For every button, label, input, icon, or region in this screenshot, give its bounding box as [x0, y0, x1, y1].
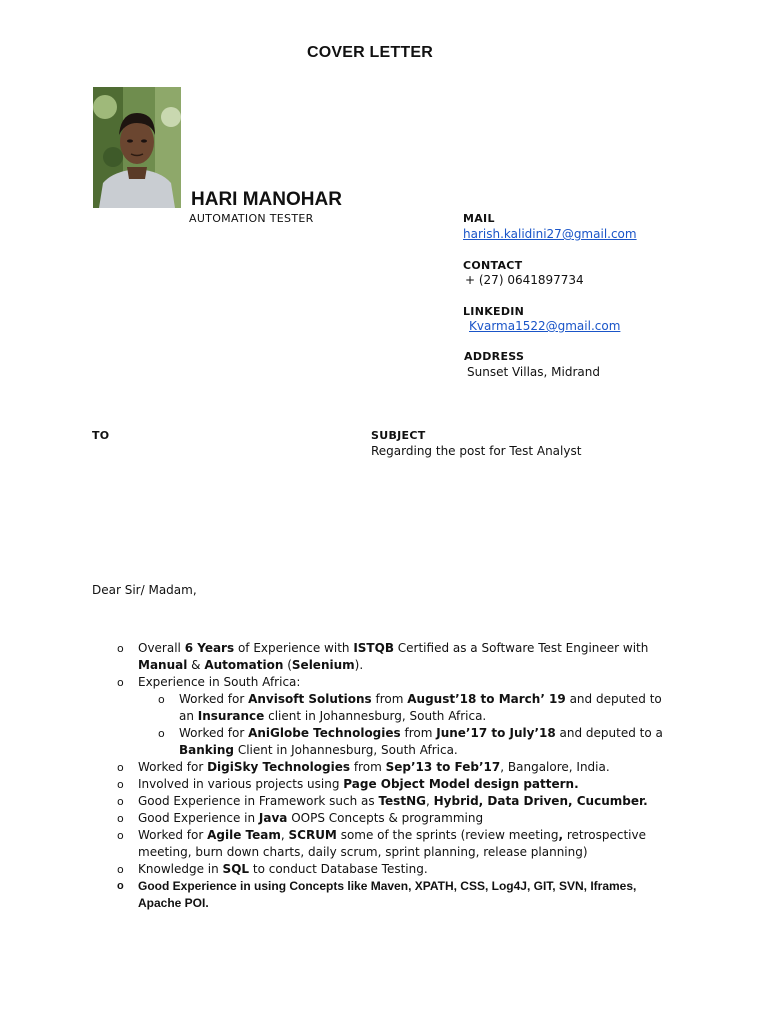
- list-item: [117, 827, 677, 861]
- list-item-text: Good Experience in Java OOPS Concepts & programming: [138, 811, 484, 825]
- bullet-marker: o: [117, 829, 124, 842]
- address-label: ADDRESS: [464, 350, 525, 363]
- contact-phone: + (27) 0641897734: [465, 273, 584, 287]
- candidate-name: HARI MANOHAR: [191, 189, 342, 210]
- bullet-marker: o: [117, 778, 124, 791]
- bullet-marker: o: [117, 761, 124, 774]
- list-item: [117, 776, 677, 793]
- subject-label: SUBJECT: [371, 429, 426, 442]
- profile-photo: [93, 87, 181, 208]
- mail-label: MAIL: [463, 212, 495, 225]
- experience-list: [117, 640, 677, 912]
- list-item-text: Involved in various projects using Page Object Model design pattern.: [138, 777, 579, 791]
- list-item: [158, 691, 677, 725]
- linkedin-label: LINKEDIN: [463, 305, 525, 318]
- bullet-marker: o: [158, 727, 165, 740]
- sub-list: [138, 691, 677, 759]
- bullet-marker: o: [158, 693, 165, 706]
- portrait-image: [93, 87, 181, 208]
- list-item-text: Worked for DigiSky Technologies from Sep’13 to Feb’17, Bangalore, India.: [138, 760, 610, 774]
- list-item-text: Worked for Agile Team, SCRUM some of the sprints (review meeting, retrospective meeting, burn down charts, daily scrum, sprint planning, release planning): [138, 828, 647, 859]
- mail-link[interactable]: harish.kalidini27@gmail.com: [463, 227, 637, 241]
- list-item: [117, 674, 677, 759]
- list-item: [117, 793, 677, 810]
- address-value: Sunset Villas, Midrand: [467, 365, 600, 379]
- list-item: [117, 640, 677, 674]
- list-item-text: Knowledge in SQL to conduct Database Testing.: [138, 862, 428, 876]
- bullet-marker: o: [117, 863, 124, 876]
- document-title: COVER LETTER: [307, 44, 433, 61]
- list-item: [117, 878, 677, 912]
- linkedin-link[interactable]: Kvarma1522@gmail.com: [469, 319, 621, 333]
- bullet-marker: o: [117, 795, 124, 808]
- candidate-role: AUTOMATION TESTER: [189, 212, 314, 225]
- list-item: [158, 725, 677, 759]
- bullet-marker: o: [117, 676, 124, 689]
- list-item-text: Good Experience in using Concepts like Maven, XPATH, CSS, Log4J, GIT, SVN, Iframes, Apache POI.: [138, 879, 637, 910]
- bullet-marker: o: [117, 812, 124, 825]
- contact-label: CONTACT: [463, 259, 523, 272]
- bullet-marker: o: [117, 880, 124, 892]
- list-item: [117, 759, 677, 776]
- list-item-text: Experience in South Africa:: [138, 675, 301, 689]
- subject-value: Regarding the post for Test Analyst: [371, 444, 582, 458]
- list-item: [117, 810, 677, 827]
- list-item: [117, 861, 677, 878]
- list-item-text: Good Experience in Framework such as TestNG, Hybrid, Data Driven, Cucumber.: [138, 794, 648, 808]
- list-item-text: Overall 6 Years of Experience with ISTQB Certified as a Software Test Engineer with Manual & Automation (Selenium).: [138, 641, 649, 672]
- salutation: Dear Sir/ Madam,: [92, 583, 197, 597]
- to-label: TO: [92, 429, 110, 442]
- list-item-text: Worked for Anvisoft Solutions from August’18 to March’ 19 and deputed to an Insurance client in Johannesburg, South Africa.: [179, 692, 662, 723]
- list-item-text: Worked for AniGlobe Technologies from June’17 to July’18 and deputed to a Banking Client in Johannesburg, South Africa.: [179, 726, 663, 757]
- bullet-marker: o: [117, 642, 124, 655]
